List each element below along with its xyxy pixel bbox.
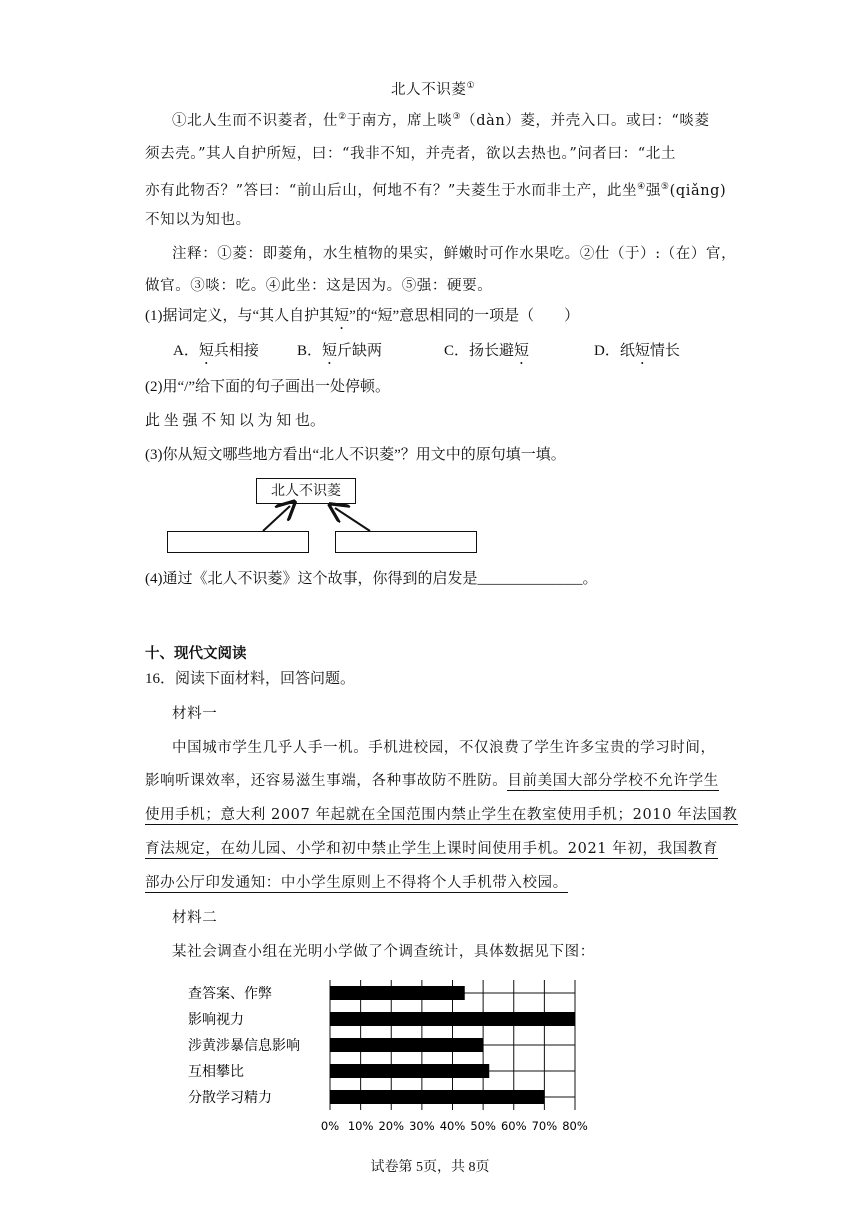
category-label: 涉黄涉暴信息影响: [188, 1038, 300, 1054]
bar: [330, 1038, 483, 1052]
q3-answer-box-left[interactable]: [167, 531, 309, 553]
x-tick-label: 40%: [439, 1119, 466, 1133]
q2-sentence[interactable]: 此 坐 强 不 知 以 为 知 也。: [145, 413, 326, 429]
material-1-line-5: 部办公厅印发通知：中小学生原则上不得将个人手机带入校园。: [145, 875, 568, 891]
notes-line-1: 注释：①菱：即菱角，水生植物的果实，鲜嫩时可作水果吃。②仕（于）:（在）官，: [172, 246, 737, 262]
question-4: (4)通过《北人不识菱》这个故事，你得到的启发是______________。: [145, 571, 598, 587]
passage-line-3: 亦有此物否？”答曰：“前山后山，何地不有？”夫菱生于水而非土产，此坐④强⑤(qiǎng): [145, 182, 727, 199]
category-label: 互相攀比: [188, 1064, 244, 1080]
x-tick-label: 30%: [409, 1119, 435, 1133]
bar: [330, 1012, 575, 1026]
question-3: (3)你从短文哪些地方看出“北人不识菱”？用文中的原句填一填。: [145, 447, 566, 463]
question-2: (2)用“/”给下面的句子画出一处停顿。: [145, 379, 390, 395]
notes-line-2: 做官。③啖：吃。④此坐：这是因为。⑤强：硬要。: [145, 278, 493, 294]
category-label: 分散学习精力: [188, 1090, 272, 1106]
passage-title: 北人不识菱①: [391, 81, 476, 98]
material-1-title: 材料一: [172, 706, 218, 722]
x-tick-label: 10%: [347, 1119, 374, 1133]
q1-option-d[interactable]: D．纸短情长: [594, 343, 680, 359]
q1-option-a[interactable]: A．短兵相接: [173, 343, 259, 359]
question-1: (1)据词定义，与“其人自护其短”的“短”意思相同的一项是（ ）: [145, 308, 580, 324]
arrow-right: [335, 508, 370, 531]
passage-line-4: 不知以为知也。: [145, 212, 251, 228]
category-label: 影响视力: [188, 1012, 244, 1028]
x-tick-label: 60%: [500, 1119, 527, 1133]
x-tick-label: 0%: [320, 1119, 340, 1133]
arrow-left: [263, 506, 290, 531]
material-1-line-1: 中国城市学生几乎人手一机。手机进校园，不仅浪费了学生许多宝贵的学习时间，: [172, 740, 716, 756]
q1-option-b[interactable]: B．短斤缺两: [297, 343, 383, 359]
x-tick-label: 80%: [562, 1119, 588, 1133]
material-1-line-3: 使用手机；意大利 2007 年起就在全国范围内禁止学生在教室使用手机；2010 年法国教: [145, 807, 738, 823]
material-1-line-2: 影响听课效率，还容易滋生事端，各种事故防不胜防。目前美国大部分学校不允许学生: [145, 773, 719, 789]
page-footer: 试卷第 5页，共 8页: [370, 1160, 490, 1175]
material-2-line-1: 某社会调查小组在光明小学做了个调查统计，具体数据见下图：: [172, 944, 595, 960]
q1-option-c[interactable]: C．扬长避短: [444, 343, 530, 359]
survey-bar-chart: [180, 975, 610, 1135]
bar: [330, 1064, 489, 1078]
material-1-line-4: 育法规定，在幼儿园、小学和初中禁止学生上课时间使用手机。2021 年初，我国教育: [145, 841, 719, 857]
question-16: 16．阅读下面材料，回答问题。: [145, 671, 356, 687]
x-tick-label: 70%: [531, 1119, 558, 1133]
bar: [330, 1090, 544, 1104]
q3-title-box: 北人不识菱: [256, 478, 356, 504]
q3-answer-box-right[interactable]: [335, 531, 477, 553]
passage-line-2: 须去壳。”其人自护所短，曰：“我非不知，并壳者，欲以去热也。”问者曰：“北土: [145, 146, 676, 162]
passage-line-1: ①北人生而不识菱者，仕②于南方，席上啖③（dàn）菱，并壳入口。或曰：“啖菱: [172, 112, 710, 129]
section-heading: 十、现代文阅读: [145, 646, 247, 662]
x-tick-label: 20%: [378, 1119, 405, 1133]
material-2-title: 材料二: [172, 910, 218, 926]
q4-answer-blank[interactable]: ______________: [477, 571, 583, 587]
bar: [330, 986, 465, 1000]
x-tick-label: 50%: [470, 1119, 496, 1133]
category-label: 查答案、作弊: [188, 986, 272, 1002]
